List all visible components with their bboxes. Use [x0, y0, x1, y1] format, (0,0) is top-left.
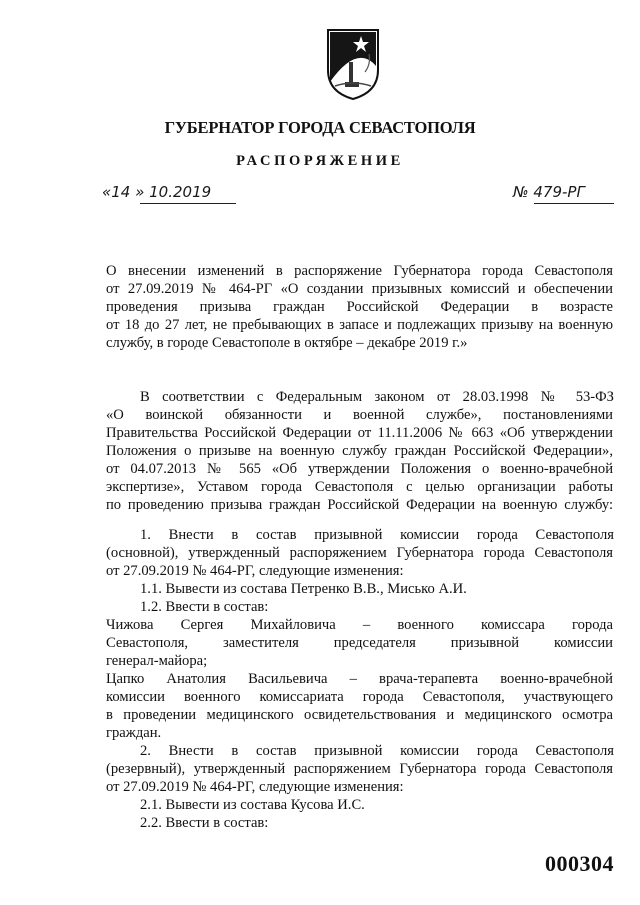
preamble-line: В соответствии с Федеральным законом от 28.03.1998 № 53-ФЗ [140, 389, 614, 405]
body-line: Цапко Анатолия Васильевича – врача-терапевта военно-врачебной [106, 671, 613, 687]
body-line: в проведении медицинского освидетельствования и медицинского осмотра [106, 707, 613, 723]
body-line: 2.1. Вывести из состава Кусова И.С. [140, 797, 365, 813]
authority-title: ГУБЕРНАТОР ГОРОДА СЕВАСТОПОЛЯ [164, 118, 476, 137]
preamble-line: от 04.07.2013 № 565 «Об утверждении Положения о военно-врачебной [106, 461, 613, 477]
body-line: от 27.09.2019 № 464-РГ, следующие изменения: [106, 563, 404, 579]
body-line: граждан. [106, 725, 162, 741]
subject-line: от 18 до 27 лет, не пребывающих в запасе и подлежащих призыву на военную [106, 317, 613, 333]
preamble-line: Положения о призыве на военную службу граждан Российской Федерации», [106, 443, 613, 459]
body-line: комиссии военного комиссариата города Севастополя, участвующего [106, 689, 613, 705]
preamble-line: Правительства Российской Федерации от 11.11.2006 № 663 «Об утверждении [106, 425, 613, 441]
body-line: генерал-майора; [106, 653, 208, 669]
subject-line: службу, в городе Севастополе в октябре – декабре 2019 г.» [106, 335, 468, 351]
body-line: Севастополя, заместителя председателя призывной комиссии [106, 635, 613, 651]
body-line: 2.2. Ввести в состав: [140, 815, 269, 831]
preamble-line: «О воинской обязанности и военной службе», постановлениями [106, 407, 613, 423]
body-line: (резервный), утвержденный распоряжением Губернатора города Севастополя [106, 761, 613, 777]
document-type: РАСПОРЯЖЕНИЕ [236, 153, 404, 169]
serial-number: 000304 [545, 851, 614, 876]
body-line: 1.2. Ввести в состав: [140, 599, 269, 615]
subject-line: О внесении изменений в распоряжение Губернатора города Севастополя [106, 263, 613, 279]
preamble-line: по проведению призыва граждан Российской Федерации на военную службу: [106, 497, 613, 513]
preamble-line: экспертизе», Уставом города Севастополя с целью организации работы [106, 479, 613, 495]
sevastopol-coat-of-arms-icon [325, 24, 381, 100]
document-number: № 479-РГ [513, 183, 585, 201]
body-line: (основной), утвержденный распоряжением Губернатора города Севастополя [106, 545, 613, 561]
subject-line: от 27.09.2019 № 464-РГ «О создании призывных комиссий и обеспечении [106, 281, 613, 297]
body-line: 1. Внести в состав призывной комиссии города Севастополя [140, 527, 614, 543]
body-line: от 27.09.2019 № 464-РГ, следующие изменения: [106, 779, 404, 795]
date-underline [140, 203, 236, 204]
subject-line: проведения призыва граждан Российской Федерации в возрасте [106, 299, 613, 315]
body-line: 1.1. Вывести из состава Петренко В.В., Мисько А.И. [140, 581, 467, 597]
body-line: 2. Внести в состав призывной комиссии города Севастополя [140, 743, 614, 759]
document-date: «14 » 10.2019 [102, 183, 212, 201]
number-underline [534, 203, 614, 204]
body-line: Чижова Сергея Михайловича – военного комиссара города [106, 617, 613, 633]
